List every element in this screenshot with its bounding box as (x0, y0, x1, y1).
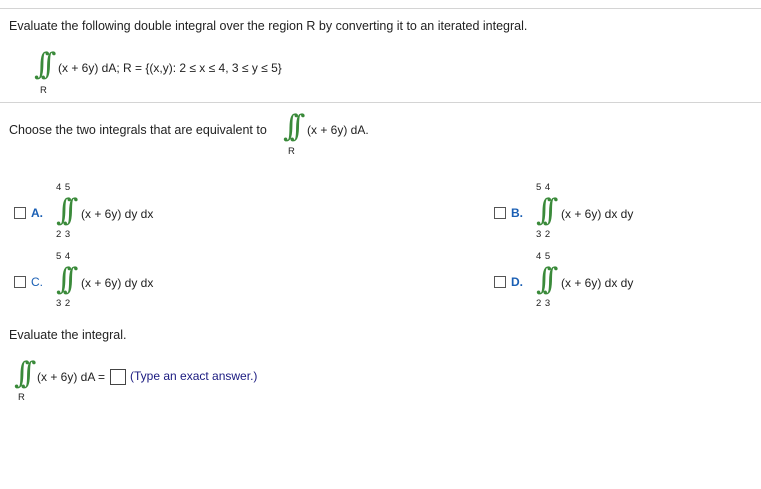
option-d-letter[interactable]: D. (511, 275, 523, 289)
part2-prompt: Evaluate the integral. (9, 328, 127, 342)
answer-hint: (Type an exact answer.) (130, 369, 258, 383)
part2-double-integral-icon: ∫∫ (14, 356, 28, 391)
option-a-upper-limits: 4 5 (56, 182, 71, 193)
part1-double-integral-icon: ∫∫ (283, 109, 297, 144)
option-b-lower-limits: 3 2 (536, 229, 551, 240)
option-a-checkbox[interactable] (14, 207, 26, 219)
part1-integrand: (x + 6y) dA. (307, 123, 369, 137)
section-divider (0, 102, 761, 103)
option-d-expression: (x + 6y) dx dy (561, 276, 634, 290)
question-integrand: (x + 6y) dA; R = {(x,y): 2 ≤ x ≤ 4, 3 ≤ y ≤ 5} (58, 61, 282, 75)
option-c-integral-icon: ∫∫ (56, 262, 70, 297)
question-region-label: R (40, 85, 48, 96)
option-d-lower-limits: 2 3 (536, 298, 551, 309)
option-c-checkbox[interactable] (14, 276, 26, 288)
option-a-expression: (x + 6y) dy dx (81, 207, 154, 221)
option-b-integral-icon: ∫∫ (536, 193, 550, 228)
part1-prompt: Choose the two integrals that are equivalent to (9, 123, 267, 137)
question-prompt: Evaluate the following double integral over the region R by converting it to an iterated integral. (9, 19, 528, 33)
option-b-expression: (x + 6y) dx dy (561, 207, 634, 221)
option-c-lower-limits: 3 2 (56, 298, 71, 309)
answer-input-box[interactable] (110, 369, 126, 385)
option-b-checkbox[interactable] (494, 207, 506, 219)
top-divider (0, 8, 761, 9)
option-b-letter[interactable]: B. (511, 206, 523, 220)
part1-region-label: R (288, 146, 296, 157)
option-c-expression: (x + 6y) dy dx (81, 276, 154, 290)
option-a-lower-limits: 2 3 (56, 229, 71, 240)
option-d-checkbox[interactable] (494, 276, 506, 288)
option-c-upper-limits: 5 4 (56, 251, 71, 262)
option-a-integral-icon: ∫∫ (56, 193, 70, 228)
option-b-upper-limits: 5 4 (536, 182, 551, 193)
part2-integrand: (x + 6y) dA = (37, 370, 106, 384)
option-d-integral-icon: ∫∫ (536, 262, 550, 297)
part2-region-label: R (18, 392, 26, 403)
double-integral-icon: ∫∫ (34, 47, 48, 82)
option-d-upper-limits: 4 5 (536, 251, 551, 262)
option-c-letter[interactable]: C. (31, 275, 43, 289)
option-a-letter[interactable]: A. (31, 206, 43, 220)
